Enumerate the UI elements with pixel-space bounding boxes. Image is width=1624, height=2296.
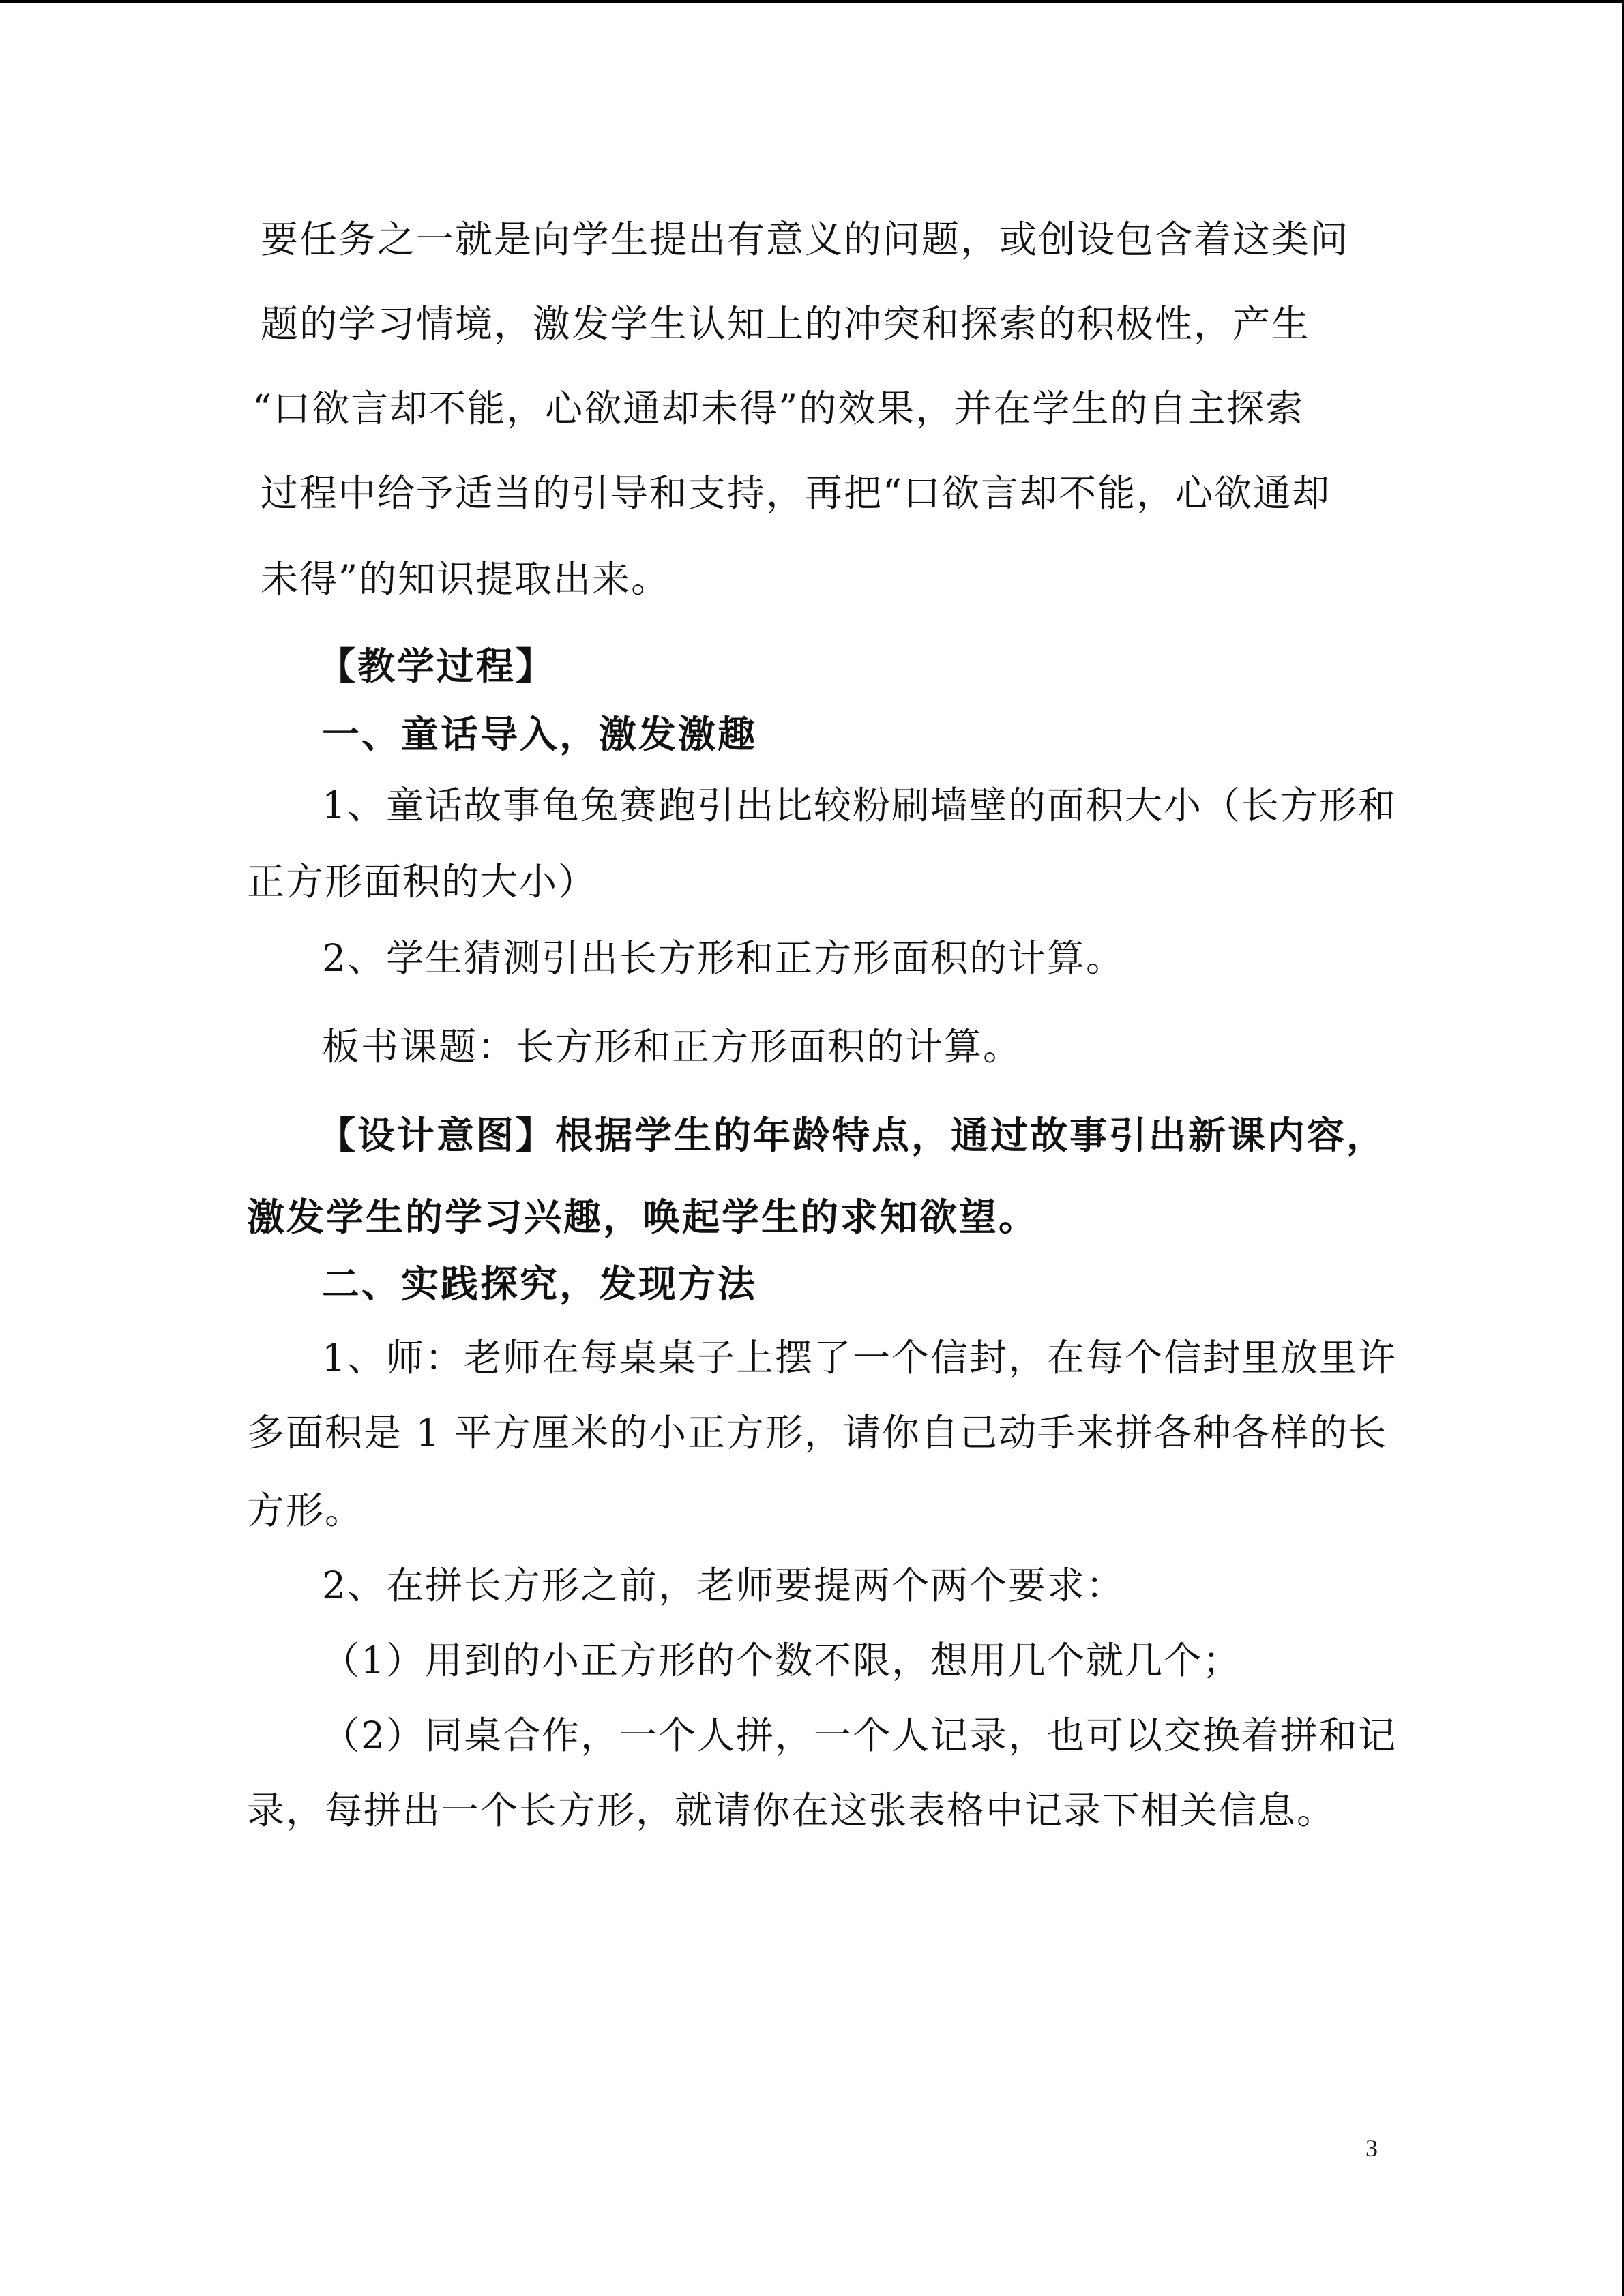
intro-paragraph-line-2: 题的学习情境，激发学生认知上的冲突和探索的积极性，产生	[261, 302, 1311, 346]
top-border-line	[0, 0, 1624, 3]
requirement-1: （1）用到的小正方形的个数不限，想用几个就几个；	[322, 1639, 1241, 1682]
section-2-item-2: 2、在拼长方形之前，老师要提两个两个要求：	[322, 1564, 1125, 1607]
section-2-item-1-line-1: 1、师：老师在每桌桌子上摆了一个信封，在每个信封里放里许	[322, 1336, 1397, 1380]
section-2-item-1-line-3: 方形。	[247, 1489, 364, 1532]
intro-paragraph-line-5: 未得”的知识提取出来。	[261, 557, 670, 601]
section-1-item-1-line-2: 正方形面积的大小）	[247, 860, 597, 904]
teaching-process-heading: 【教学过程】	[318, 644, 556, 688]
intro-paragraph-line-1: 要任务之一就是向学生提出有意义的问题，或创设包含着这类问	[261, 218, 1350, 261]
section-1-heading: 一、童话导入，激发激趣	[322, 713, 758, 756]
intro-paragraph-line-4: 过程中给予适当的引导和支持，再把“口欲言却不能，心欲通却	[261, 471, 1331, 515]
requirement-2-line-2: 录，每拼出一个长方形，就请你在这张表格中记录下相关信息。	[247, 1789, 1336, 1832]
page-number: 3	[1365, 2134, 1378, 2162]
requirement-2-line-1: （2）同桌合作，一个人拼，一个人记录，也可以交换着拼和记	[322, 1714, 1397, 1757]
section-2-heading: 二、实践探究，发现方法	[322, 1262, 758, 1306]
board-title-line: 板书课题：长方形和正方形面积的计算。	[322, 1025, 1022, 1069]
section-1-item-1-line-1: 1、童话故事龟兔赛跑引出比较粉刷墙壁的面积大小（长方形和	[322, 784, 1397, 827]
design-intent-line-2: 激发学生的学习兴趣，唤起学生的求知欲望。	[247, 1195, 1039, 1239]
section-2-item-1-line-2: 多面积是 1 平方厘米的小正方形，请你自己动手来拼各种各样的长	[247, 1411, 1387, 1455]
intro-paragraph-line-3: “口欲言却不能，心欲通却未得”的效果，并在学生的自主探索	[252, 387, 1305, 430]
design-intent-line-1: 【设计意图】根据学生的年龄特点，通过故事引出新课内容，	[318, 1114, 1387, 1157]
section-1-item-2: 2、学生猜测引出长方形和正方形面积的计算。	[322, 936, 1125, 980]
